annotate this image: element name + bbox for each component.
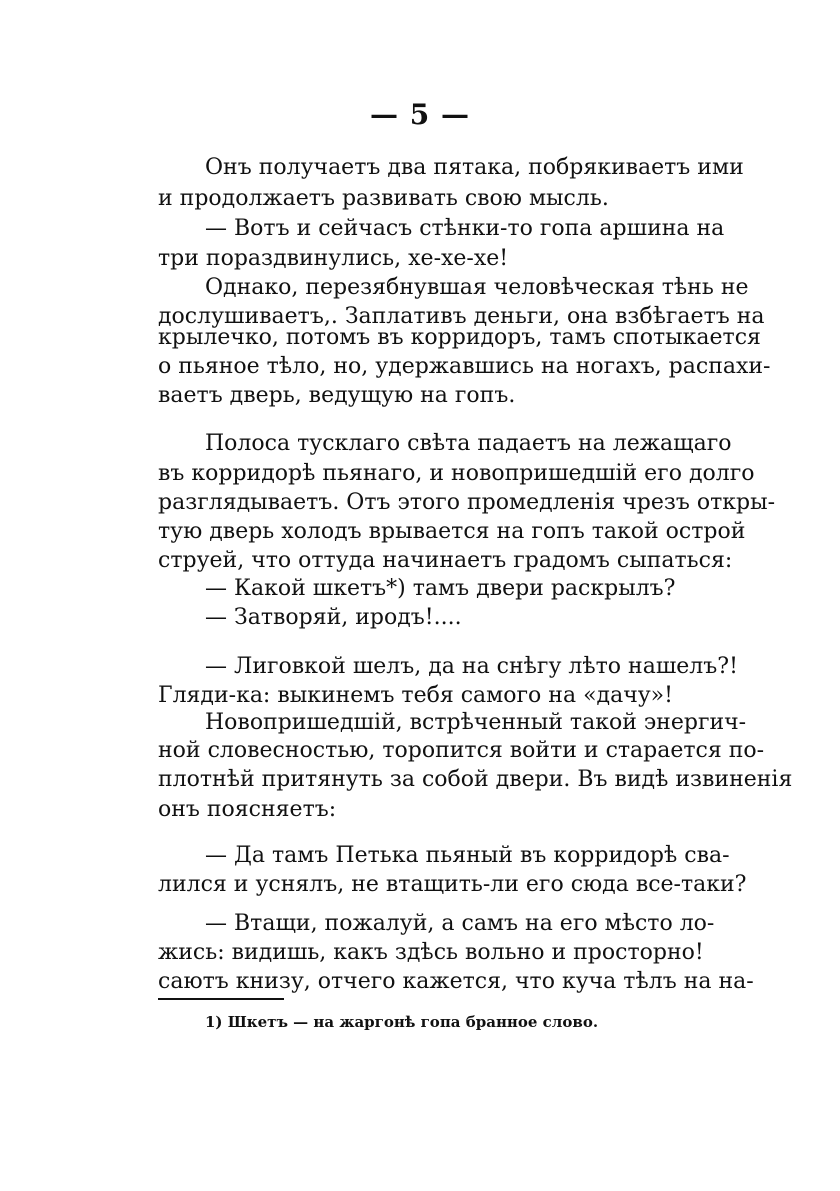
text-line: — Вотъ и сейчасъ стѣнки-то гопа аршина на [205, 216, 725, 241]
text-line: Гляди-ка: выкинемъ тебя самого на «дачу»! [158, 683, 673, 708]
text-line: разглядываетъ. Отъ этого промедленія чрезъ откры- [158, 490, 776, 515]
text-line: Полоса тусклаго свѣта падаетъ на лежащаго [205, 431, 732, 456]
text-line: Новопришедшій, встрѣченный такой энергич- [205, 710, 747, 735]
text-line: плотнѣй притянуть за собой двери. Въ видѣ извиненія [158, 767, 793, 792]
text-line: о пьяное тѣло, но, удержавшись на ногахъ, распахи- [158, 354, 771, 379]
footnote-separator [158, 998, 284, 1000]
text-line: — Затворяй, иродъ!.... [205, 605, 462, 630]
text-line: — Лиговкой шелъ, да на снѣгу лѣто нашелъ?! [205, 654, 738, 679]
footnote: 1) Шкетъ — на жаргонѣ гопа бранное слово. [205, 1013, 599, 1031]
text-line: дослушиваетъ,. Заплативъ деньги, она взбѣгаетъ на [158, 304, 765, 329]
text-line: три пораздвинулись, хе-хе-хе! [158, 246, 509, 271]
text-line: Онъ получаетъ два пятака, побрякиваетъ ими [205, 155, 744, 180]
text-line: — Какой шкетъ*) тамъ двери раскрылъ? [205, 576, 676, 601]
text-line: въ корридорѣ пьянаго, и новопришедшій его долго [158, 461, 755, 486]
text-line: — Втащи, пожалуй, а самъ на его мѣсто ло- [205, 911, 715, 936]
text-line: ной словесностью, торопится войти и старается по- [158, 738, 765, 763]
text-line: Однако, перезябнувшая человѣческая тѣнь не [205, 275, 749, 300]
text-line: ваетъ дверь, ведущую на гопъ. [158, 383, 516, 408]
text-line: — Да тамъ Петька пьяный въ корридорѣ сва- [205, 843, 730, 868]
text-line: тую дверь холодъ врывается на гопъ такой острой [158, 519, 746, 544]
text-line: онъ поясняетъ: [158, 797, 337, 822]
text-line: крылечко, потомъ въ корридоръ, тамъ спотыкается [158, 325, 761, 350]
text-line: лился и уснялъ, не втащить-ли его сюда все-таки? [158, 872, 747, 897]
text-line: жись: видишь, какъ здѣсь вольно и просторно! [158, 940, 704, 965]
text-line: струей, что оттуда начинаетъ градомъ сыпаться: [158, 548, 733, 573]
text-line: саютъ книзу, отчего кажется, что куча тѣлъ на на- [158, 969, 754, 994]
page-number: — 5 — [370, 98, 470, 131]
text-line: и продолжаетъ развивать свою мысль. [158, 186, 609, 211]
